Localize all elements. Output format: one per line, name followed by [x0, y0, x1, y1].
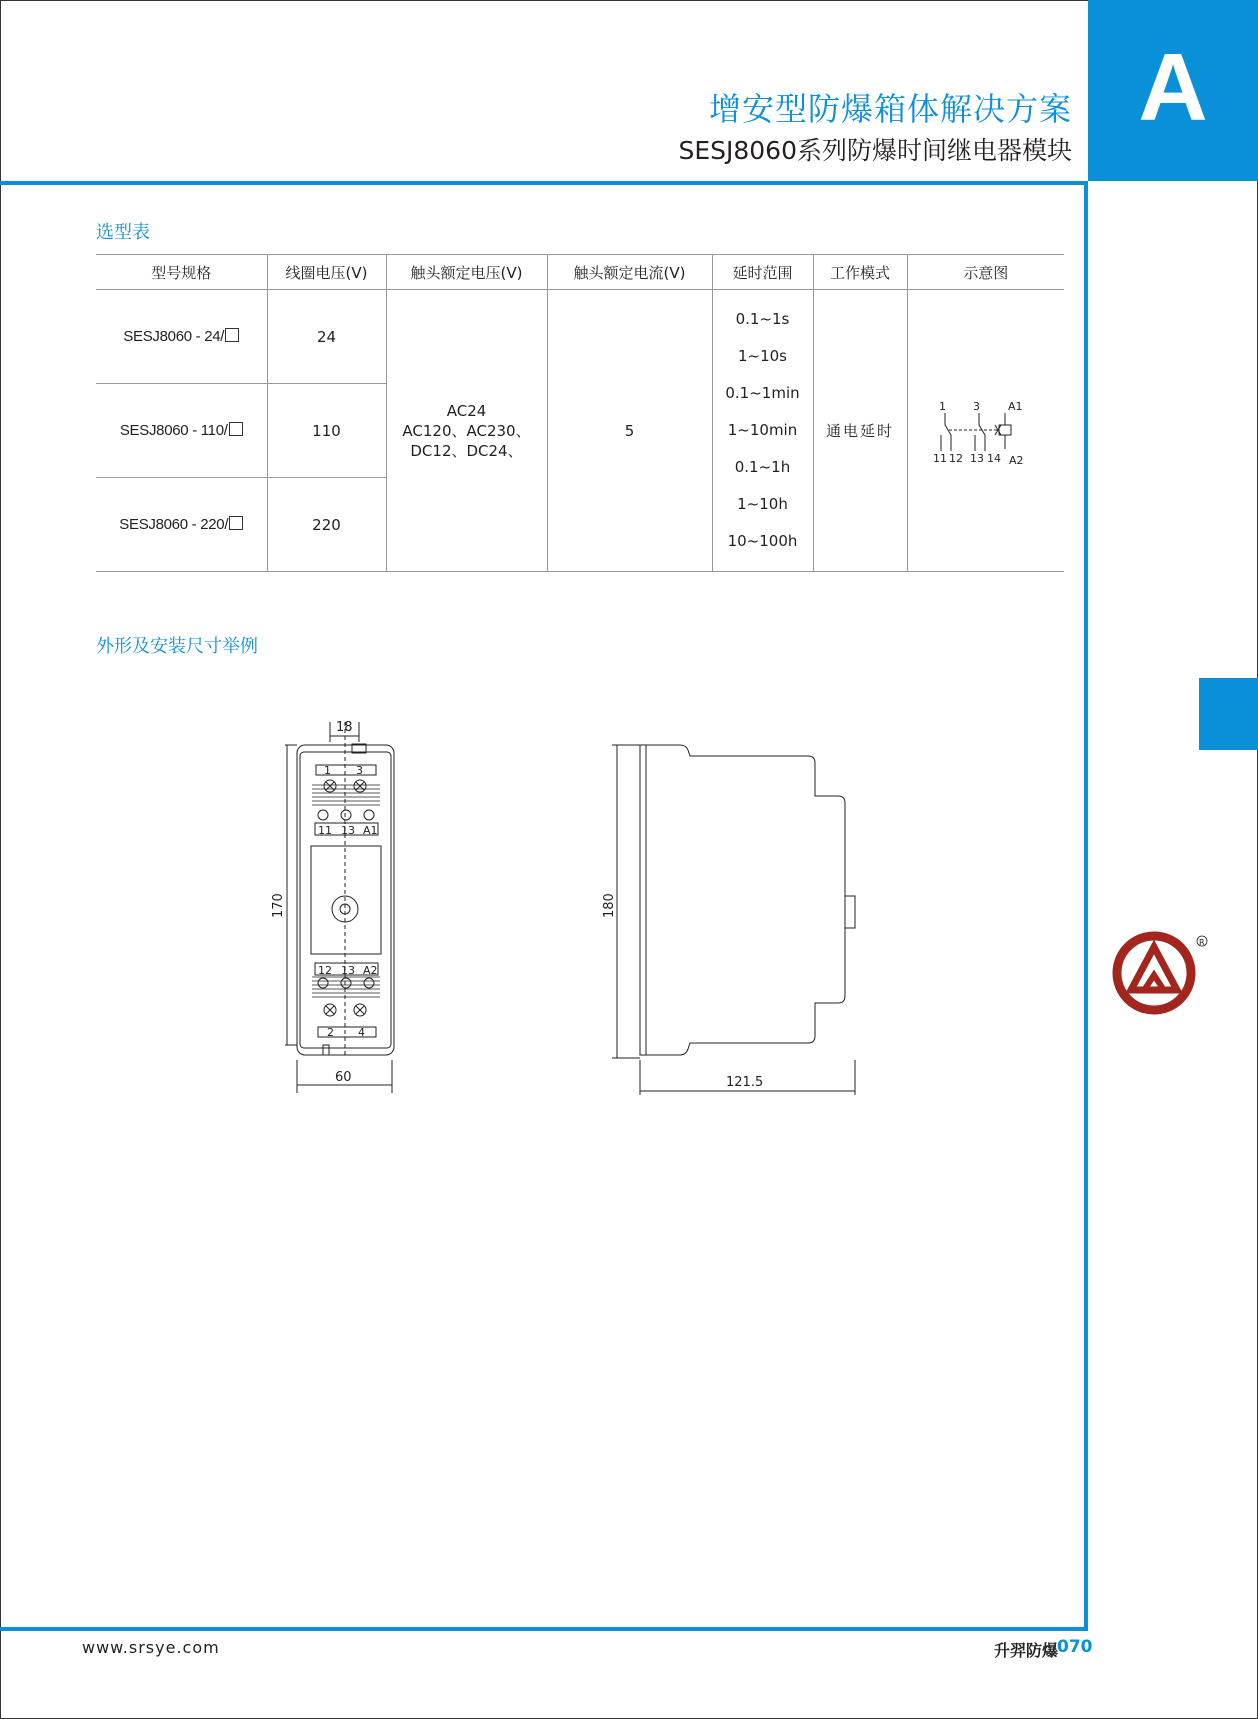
- dimension-width-top: 18: [336, 720, 353, 735]
- contact-current-cell: 5: [547, 290, 712, 572]
- terminal-label: 13: [341, 824, 355, 837]
- header-coil-voltage: 线圈电压(V): [267, 255, 386, 290]
- terminal-label: 12: [318, 964, 332, 977]
- model-text: SESJ8060 - 24/: [123, 328, 225, 345]
- delay-range-item: 1~10min: [727, 421, 798, 439]
- side-dimension-labels: [602, 893, 763, 1090]
- delay-range-item: 0.1~1s: [735, 310, 790, 328]
- dimension-height-side: 180: [602, 893, 617, 918]
- header-model: 型号规格: [96, 255, 267, 290]
- header-delay-range: 延时范围: [712, 255, 813, 290]
- page-subtitle: SESJ8060系列防爆时间继电器模块: [678, 136, 1072, 165]
- page-title: 增安型防爆箱体解决方案: [708, 90, 1072, 128]
- coil-voltage-cell: 220: [267, 478, 386, 572]
- dimension-depth: 121.5: [726, 1075, 764, 1090]
- model-text: SESJ8060 - 110/: [119, 422, 228, 439]
- coil-voltage-cell: 110: [267, 384, 386, 478]
- terminal-label: 1: [324, 764, 331, 777]
- schematic-label-11: 11: [932, 451, 947, 465]
- schematic-label-14: 14: [986, 451, 1001, 465]
- coil-voltage-cell: 24: [267, 290, 386, 384]
- front-view-drawing: [285, 722, 394, 1093]
- delay-range-item: 0.1~1min: [725, 384, 800, 402]
- selection-section-title: 选型表: [96, 222, 150, 243]
- terminal-label: 2: [327, 1026, 334, 1039]
- delay-range-item: 0.1~1h: [734, 458, 791, 476]
- terminal-label: 11: [318, 824, 332, 837]
- header-work-mode: 工作模式: [813, 255, 907, 290]
- schematic-label-1: 1: [938, 399, 946, 413]
- delay-range-item: 1~10h: [737, 495, 788, 513]
- terminal-label: A2: [363, 964, 378, 977]
- dimension-width-bottom: 60: [335, 1070, 352, 1085]
- footer-brand: 升羿防爆: [993, 1641, 1058, 1660]
- terminal-label: 4: [358, 1026, 365, 1039]
- model-text: SESJ8060 - 220/: [119, 516, 229, 533]
- contact-voltage-line: AC120、AC230、: [402, 421, 531, 440]
- schematic-label-a1: A1: [1007, 399, 1023, 413]
- terminal-label: 13: [341, 964, 355, 977]
- dimensions-section-title: 外形及安装尺寸举例: [96, 636, 258, 657]
- contact-voltage-line: AC24: [446, 401, 487, 420]
- footer-url: www.srsye.com: [82, 1638, 220, 1657]
- svg-text:R: R: [1199, 938, 1205, 947]
- company-logo: [1117, 936, 1207, 1010]
- delay-range-item: 10~100h: [727, 532, 798, 550]
- terminal-label: 3: [356, 764, 363, 777]
- dimension-height-front: 170: [271, 893, 286, 918]
- schematic-label-12: 12: [948, 451, 963, 465]
- work-mode-cell: 通电延时: [813, 290, 907, 572]
- header-schematic: 示意图: [907, 255, 1064, 290]
- schematic-label-13: 13: [969, 451, 984, 465]
- page-number: 070: [1057, 1637, 1093, 1657]
- delay-range-item: 1~10s: [737, 347, 787, 365]
- header-contact-voltage: 触头额定电压(V): [386, 255, 547, 290]
- section-tab-letter: A: [1138, 34, 1208, 141]
- contact-voltage-line: DC12、DC24、: [410, 441, 523, 460]
- schematic-label-a2: A2: [1008, 453, 1024, 467]
- schematic-label-3: 3: [972, 399, 980, 413]
- header-contact-current: 触头额定电流(V): [547, 255, 712, 290]
- side-view-drawing: [612, 745, 855, 1095]
- terminal-label: A1: [363, 824, 378, 837]
